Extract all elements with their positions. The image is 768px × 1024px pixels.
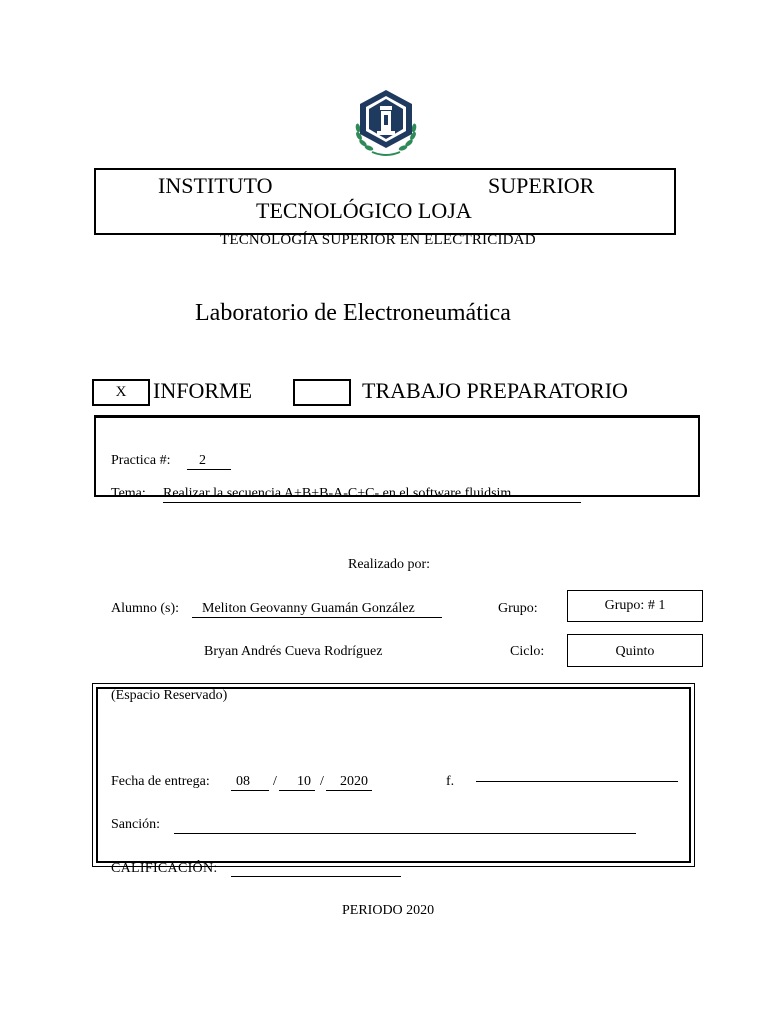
institution-line-2: TECNOLÓGICO LOJA (256, 198, 472, 223)
institute-crest-icon (350, 88, 422, 158)
ciclo-field[interactable]: Quinto (567, 634, 703, 667)
espacio-reservado-label: (Espacio Reservado) (111, 688, 228, 703)
fecha-entrega-label: Fecha de entrega: (111, 774, 210, 789)
sancion-line[interactable] (174, 833, 636, 834)
sancion-label: Sanción: (111, 817, 160, 832)
alumno-2-field[interactable]: Bryan Andrés Cueva Rodríguez (204, 644, 383, 659)
informe-label: INFORME (153, 378, 253, 403)
practice-number-label: Practica #: (111, 453, 171, 468)
date-separator: / (320, 774, 324, 789)
ciclo-label: Ciclo: (510, 644, 545, 659)
realizado-por-label: Realizado por: (348, 557, 431, 572)
calificacion-label: CALIFICACIÓN: (111, 861, 218, 876)
institution-word-1: INSTITUTO (158, 173, 273, 198)
topic-label: Tema: (111, 486, 146, 501)
institution-word-2: SUPERIOR (488, 173, 595, 198)
alumno-label: Alumno (s): (111, 601, 180, 616)
periodo-label: PERIODO 2020 (342, 903, 435, 918)
fecha-year-field[interactable]: 2020 (326, 774, 372, 791)
firma-line[interactable] (476, 781, 678, 782)
calificacion-line[interactable] (231, 876, 401, 877)
trabajo-preparatorio-checkbox[interactable] (293, 379, 351, 406)
alumno-1-field[interactable]: Meliton Geovanny Guamán González (192, 601, 442, 618)
grupo-field[interactable]: Grupo: # 1 (567, 590, 703, 622)
date-separator: / (273, 774, 277, 789)
fecha-day-field[interactable]: 08 (231, 774, 269, 791)
lab-title: Laboratorio de Electroneumática (195, 300, 511, 326)
practice-number-field[interactable]: 2 (187, 453, 231, 470)
career-name: TECNOLOGÍA SUPERIOR EN ELECTRICIDAD (220, 232, 536, 248)
firma-label: f. (446, 774, 455, 789)
topic-field[interactable]: Realizar la secuencia A+B+B-A-C+C- en el software fluidsim (163, 486, 581, 503)
informe-checkbox[interactable]: X (92, 379, 150, 406)
grupo-label: Grupo: (498, 601, 538, 616)
fecha-month-field[interactable]: 10 (279, 774, 315, 791)
trabajo-preparatorio-label: TRABAJO PREPARATORIO (362, 378, 628, 403)
practice-frame (94, 415, 700, 497)
